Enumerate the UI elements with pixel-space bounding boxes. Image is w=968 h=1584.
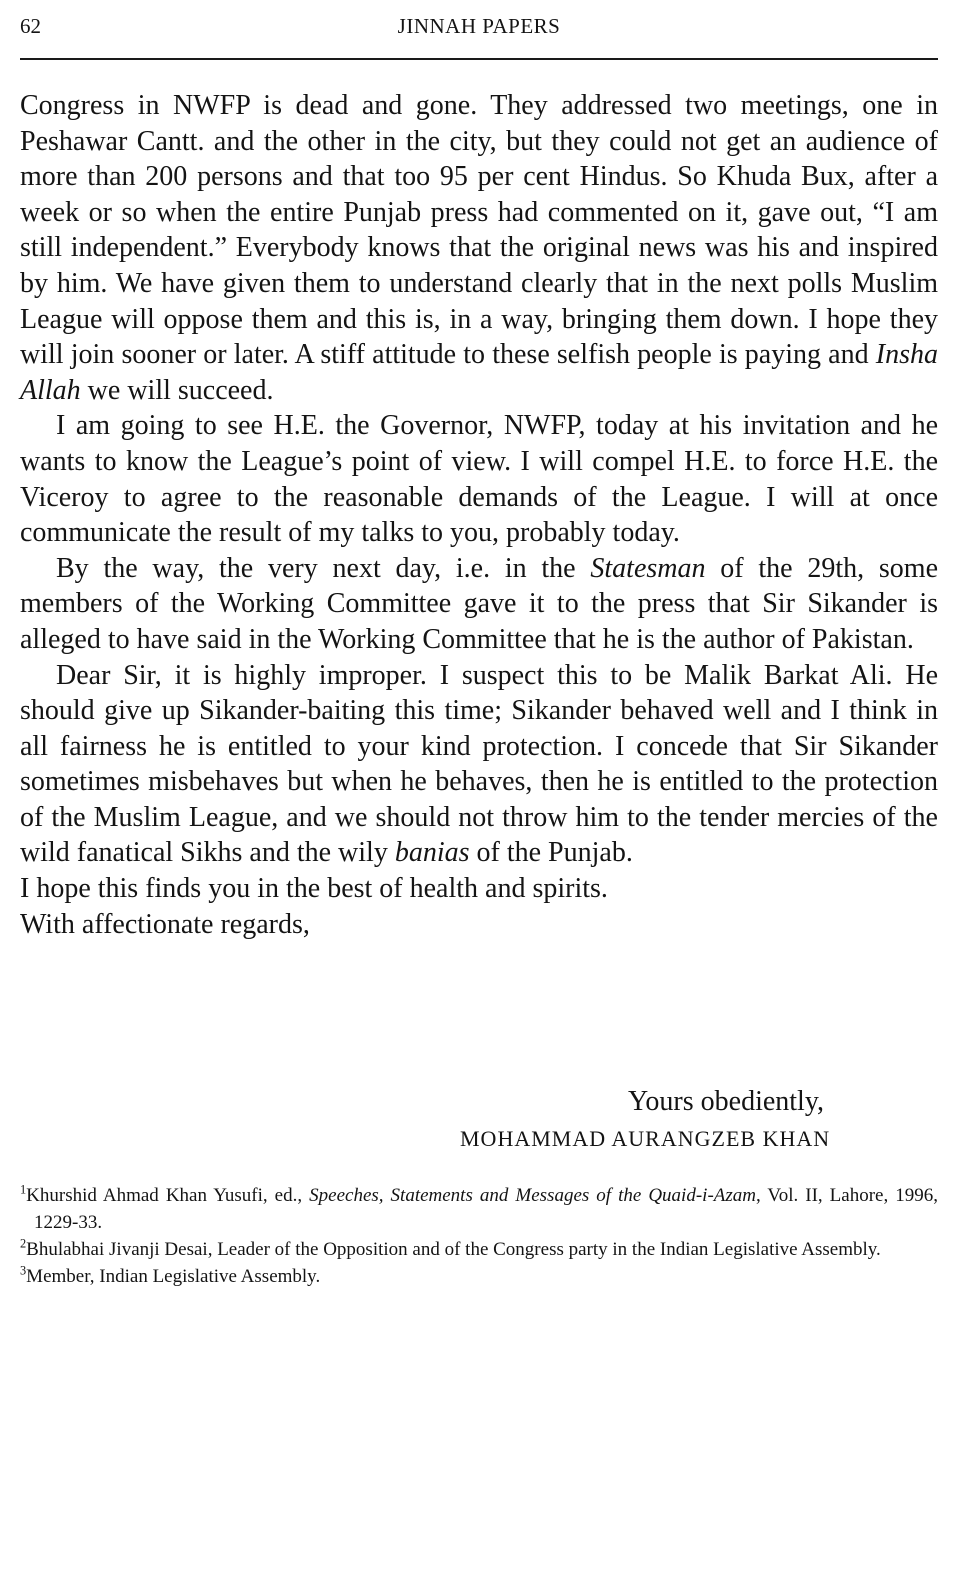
italic-term: Statesman	[590, 552, 706, 584]
footnote: $^1$Khurshid Ahmad Khan Yusufi, ed., Speeches, Statements and Messages of the Quaid-i-Azam, Vol. II, Lahore, 1996, 1229-33.	[20, 1182, 938, 1233]
italic-term: banias	[394, 837, 470, 869]
header-rule	[20, 58, 938, 60]
footnote: $^3$Member, Indian Legislative Assembly.	[20, 1263, 321, 1287]
footnote-mark: 3	[20, 1263, 27, 1278]
valediction: Yours obediently,	[628, 1086, 825, 1117]
italic-term: Insha Allah	[20, 339, 938, 406]
italic-title: Speeches, Statements and Messages of the Quaid-i-Azam	[309, 1185, 756, 1206]
signer-name: MOHAMMAD AURANGZEB KHAN	[460, 1126, 831, 1151]
footnotes	[20, 1182, 938, 1290]
closing-line: I hope this finds you in the best of health and spirits.	[20, 873, 608, 905]
paragraph: Dear Sir, it is highly improper. I suspect this to be Malik Barkat Ali. He should give up Sikander-baiting this time; Sikander behaved well and I think in all fairness he is entitled to your kind protection. I concede that Sir Sikander sometimes misbehaves but when he behaves, then he is entitled to the protection of the Muslim League, and we should not throw him to the tender mercies of the wild fanatical Sikhs and the wily banias of the Punjab.	[20, 659, 938, 869]
running-header	[20, 14, 938, 46]
footnote-mark: 1	[20, 1182, 27, 1197]
closing-line: With affectionate regards,	[20, 908, 310, 940]
paragraph: I am going to see H.E. the Governor, NWFP, today at his invitation and he wants to know the League’s point of view. I will compel H.E. to force H.E. the Viceroy to agree to the reasonable demands of the League. I will at once communicate the result of my talks to you, probably today.	[20, 410, 938, 549]
paragraph: By the way, the very next day, i.e. in the Statesman of the 29th, some members of the Working Committee gave it to the press that Sir Sikander is alleged to have said in the Working Committee that he is the author of Pakistan.	[20, 552, 938, 655]
footnote: $^2$Bhulabhai Jivanji Desai, Leader of the Opposition and of the Congress party in the Indian Legislative Assembly.	[20, 1236, 881, 1260]
letter-body	[20, 88, 938, 942]
running-title: JINNAH PAPERS	[397, 14, 561, 38]
page-number: 62	[20, 14, 41, 38]
footnote-mark: 2	[20, 1236, 27, 1251]
paragraph: Congress in NWFP is dead and gone. They addressed two meetings, one in Peshawar Cantt. and the other in the city, but they could not get an audience of more than 200 persons and that too 95 per cent Hindus. So Khuda Bux, after a week or so when the entire Punjab press had commented on it, gave out, “I am still independent.” Everybody knows that the original news was his and inspired by him. We have given them to understand clearly that in the next polls Muslim League will oppose them and this is, in a way, bringing them down. I hope they will join sooner or later. A stiff attitude to these selfish people is paying and Insha Allah we will succeed.	[20, 90, 938, 406]
